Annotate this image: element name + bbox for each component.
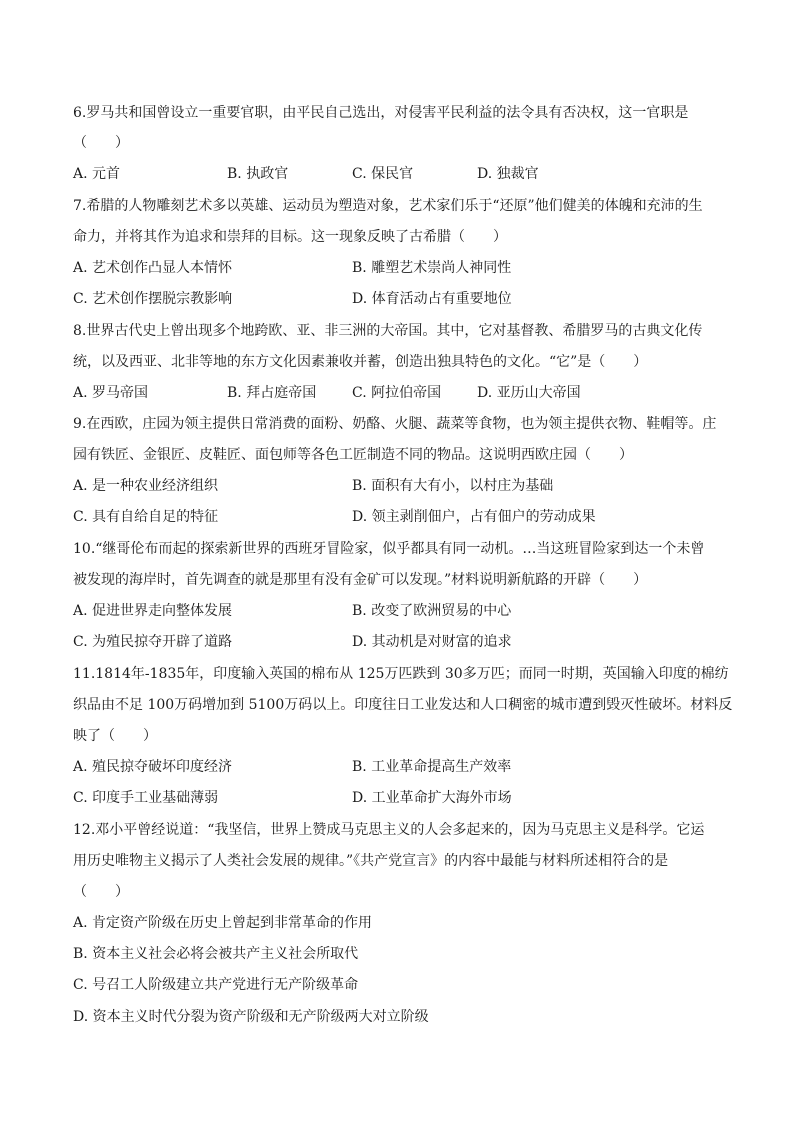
question-6-option-a: A. 元首 — [73, 166, 121, 182]
question-10-option-d: D. 其动机是对财富的追求 — [352, 634, 512, 650]
question-6-option-d: D. 独裁官 — [477, 166, 539, 182]
question-9-option-b: B. 面积有大有小，以村庄为基础 — [352, 478, 554, 494]
question-10-option-a: A. 促进世界走向整体发展 — [73, 603, 233, 619]
question-11-option-d: D. 工业革命扩大海外市场 — [352, 790, 512, 806]
question-6-option-b: B. 执政官 — [227, 166, 289, 182]
question-12-line-1: 12.邓小平曾经说道：“我坚信，世界上赞成马克思主义的人会多起来的，因为马克思主义是科学。它运 — [73, 822, 705, 838]
question-7-option-d: D. 体育活动占有重要地位 — [352, 291, 512, 307]
question-9-option-c: C. 具有自给自足的特征 — [73, 509, 219, 525]
question-9-option-d: D. 领主剥削佃户，占有佃户的劳动成果 — [352, 509, 596, 525]
question-10-line-2: 被发现的海岸时，首先调查的就是那里有没有金矿可以发现。”材料说明新航路的开辟（ ） — [73, 572, 648, 588]
question-7-option-a: A. 艺术创作凸显人本情怀 — [73, 260, 233, 276]
question-11-option-b: B. 工业革命提高生产效率 — [352, 759, 512, 775]
question-8-option-d: D. 亚历山大帝国 — [477, 385, 581, 401]
question-11-option-c: C. 印度手工业基础薄弱 — [73, 790, 219, 806]
question-11-option-a: A. 殖民掠夺破坏印度经济 — [73, 759, 233, 775]
question-8-option-b: B. 拜占庭帝国 — [227, 385, 317, 401]
question-7-line-1: 7.希腊的人物雕刻艺术多以英雄、运动员为塑造对象，艺术家们乐于“还原”他们健美的体魄和充沛的生 — [73, 198, 703, 214]
question-8-option-a: A. 罗马帝国 — [73, 385, 149, 401]
question-6-option-c: C. 保民官 — [352, 166, 414, 182]
question-10-line-1: 10.“继哥伦布而起的探索新世界的西班牙冒险家，似乎都具有同一动机。…当这班冒险家到达一个未曾 — [73, 541, 705, 557]
question-12-option-c: C. 号召工人阶级建立共产党进行无产阶级革命 — [73, 977, 359, 993]
question-7-line-2: 命力，并将其作为追求和崇拜的目标。这一现象反映了古希腊（ ） — [73, 229, 507, 245]
question-12-option-d: D. 资本主义时代分裂为资产阶级和无产阶级两大对立阶级 — [73, 1009, 429, 1025]
question-9-line-2: 园有铁匠、金银匠、皮鞋匠、面包师等各色工匠制造不同的物品。这说明西欧庄园（ ） — [73, 447, 633, 463]
question-12-option-a: A. 肯定资产阶级在历史上曾起到非常革命的作用 — [73, 915, 373, 931]
question-8-line-2: 统，以及西亚、北非等地的东方文化因素兼收并蓄，创造出独具特色的文化。“它”是（ ） — [73, 354, 648, 370]
question-12-line-3: （ ） — [73, 884, 129, 900]
question-6-line-1: 6.罗马共和国曾设立一重要官职，由平民自己选出，对侵害平民利益的法令具有否决权，这一官职是 — [73, 105, 689, 121]
question-8-option-c: C. 阿拉伯帝国 — [352, 385, 442, 401]
question-10-option-b: B. 改变了欧洲贸易的中心 — [352, 603, 512, 619]
question-9-option-a: A. 是一种农业经济组织 — [73, 478, 219, 494]
question-6-line-2: （ ） — [73, 135, 129, 151]
question-7-option-c: C. 艺术创作摆脱宗教影响 — [73, 291, 233, 307]
question-7-option-b: B. 雕塑艺术崇尚人神同性 — [352, 260, 512, 276]
question-9-line-1: 9.在西欧，庄园为领主提供日常消费的面粉、奶酪、火腿、蔬菜等食物，也为领主提供衣物、鞋帽等。庄 — [73, 416, 717, 432]
question-11-line-1: 11.1814年-1835年，印度输入英国的棉布从 125万匹跌到 30多万匹；而同一时期，英国输入印度的棉纺 — [73, 666, 729, 682]
question-11-line-3: 映了（ ） — [73, 728, 157, 744]
question-10-option-c: C. 为殖民掠夺开辟了道路 — [73, 634, 233, 650]
question-11-line-2: 织品由不足 100万码增加到 5100万码以上。印度往日工业发达和人口稠密的城市遭到毁灭性破坏。材料反 — [73, 697, 733, 713]
question-8-line-1: 8.世界古代史上曾出现多个地跨欧、亚、非三洲的大帝国。其中，它对基督教、希腊罗马的古典文化传 — [73, 323, 703, 339]
question-12-option-b: B. 资本主义社会必将会被共产主义社会所取代 — [73, 946, 359, 962]
question-12-line-2: 用历史唯物主义揭示了人类社会发展的规律。”《共产党宣言》的内容中最能与材料所述相符合的是 — [73, 853, 669, 869]
